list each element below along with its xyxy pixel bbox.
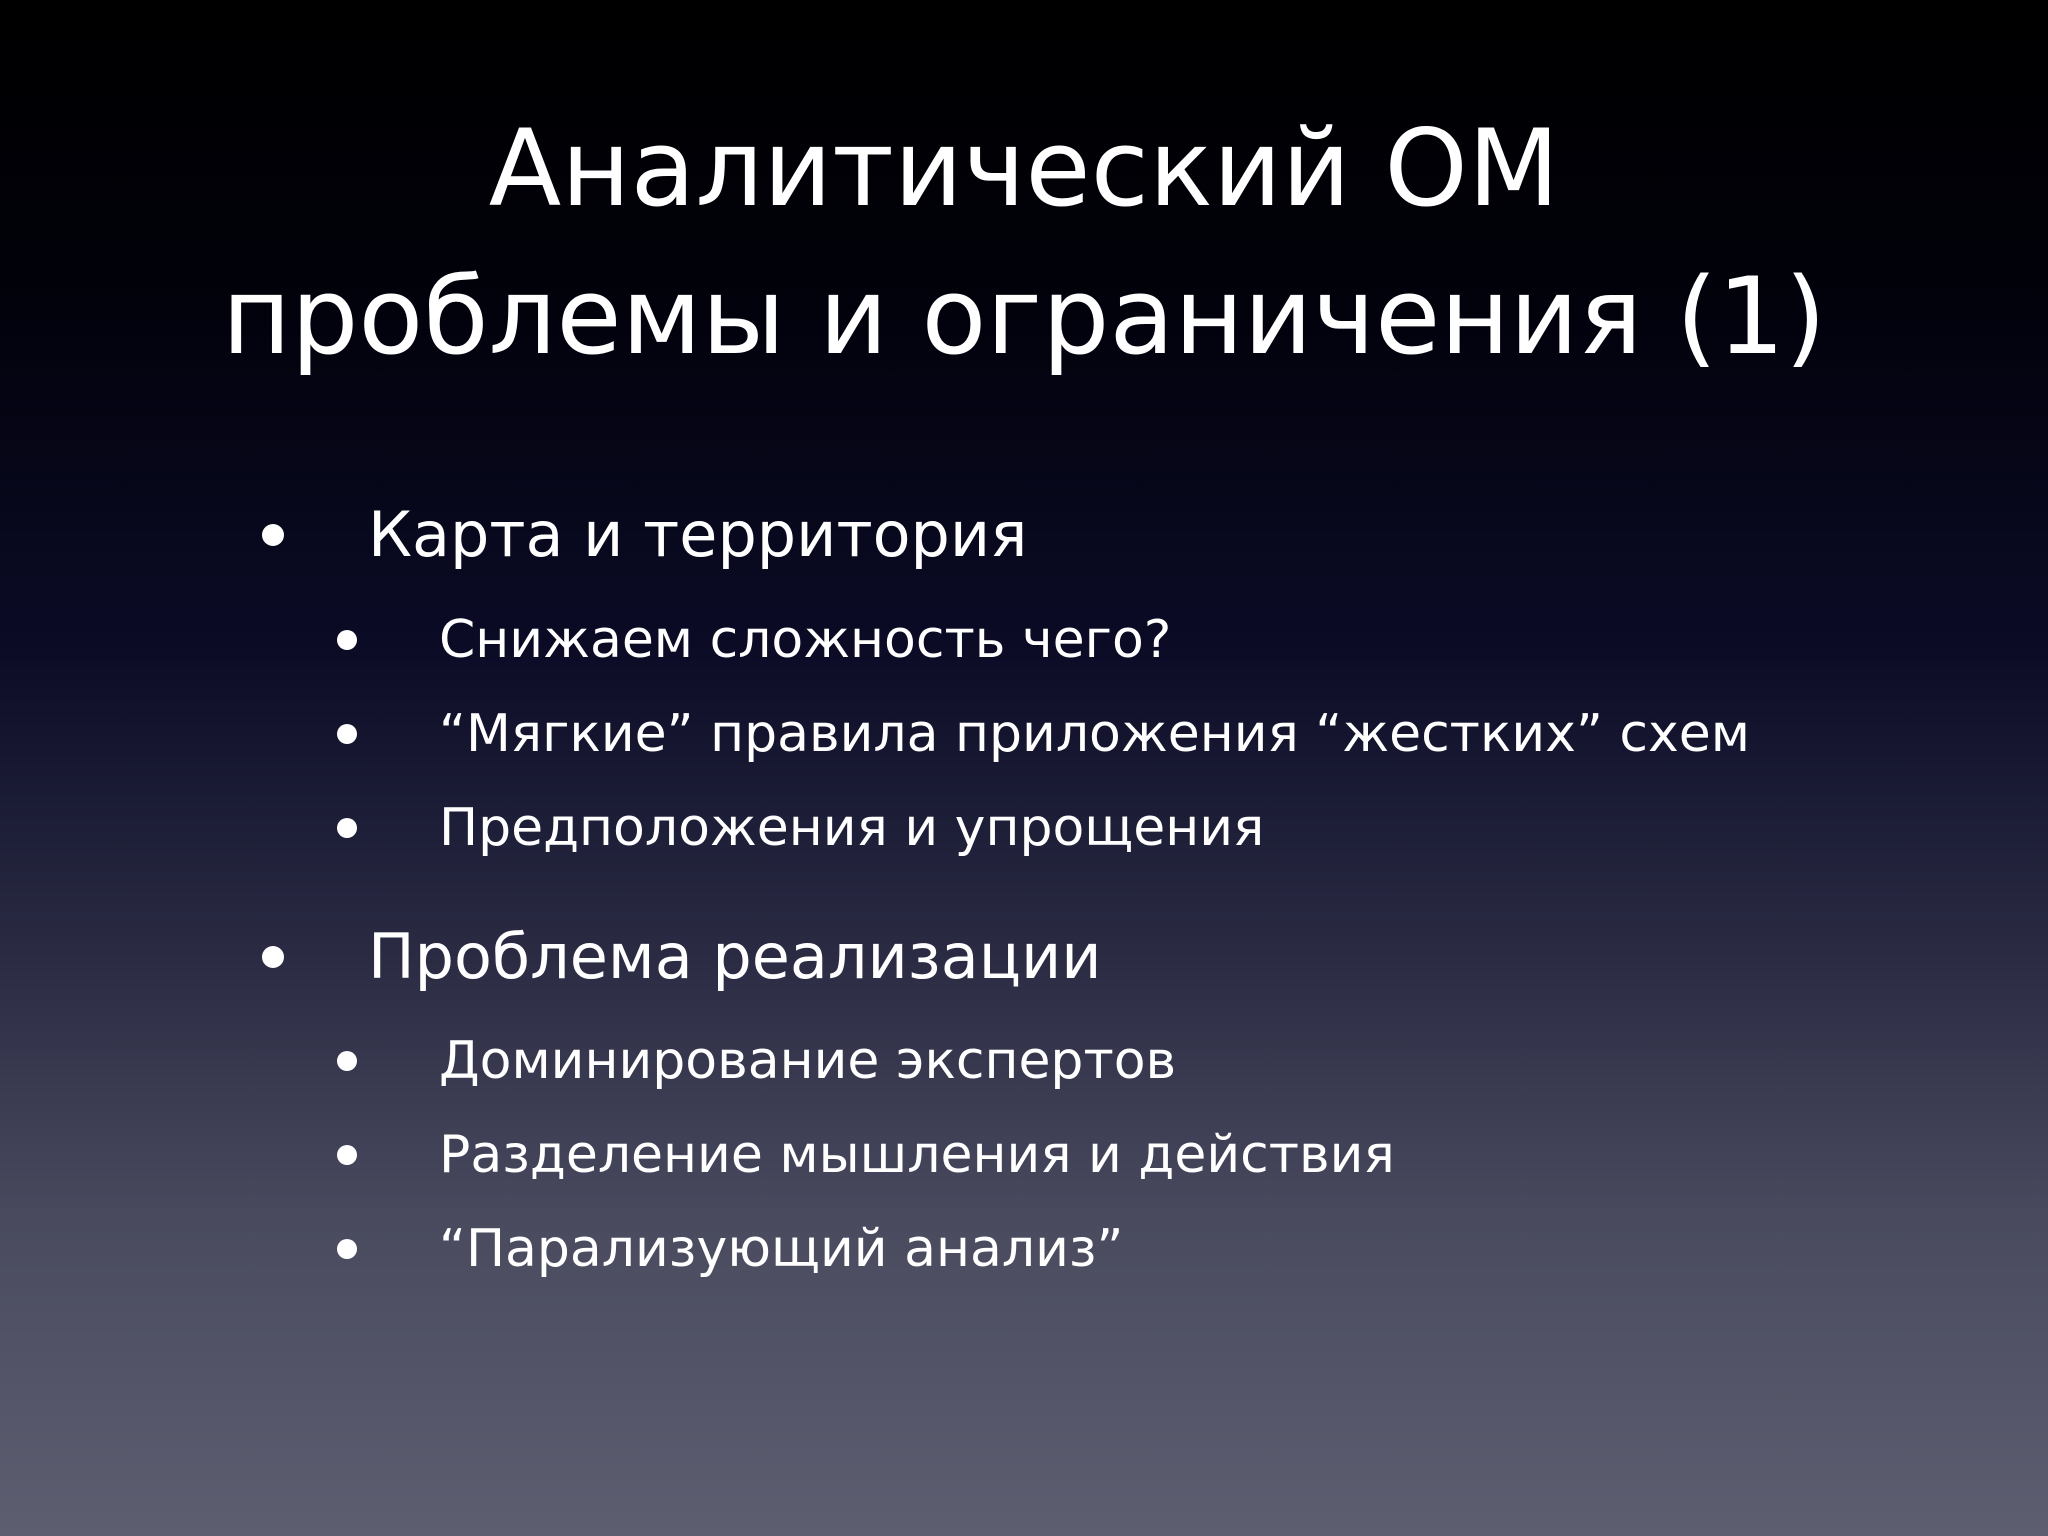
sub-bullet-item <box>337 1027 1176 1095</box>
bullet-dot-icon <box>262 524 284 546</box>
bullet-dot-icon <box>337 1051 357 1071</box>
bullet-dot-icon <box>337 818 357 838</box>
sub-bullet-text: “Парализующий анализ” <box>439 1219 1124 1279</box>
bullet-text: Карта и территория <box>368 498 1028 571</box>
sub-bullet-item <box>337 700 1750 768</box>
bullet-dot-icon <box>337 630 357 650</box>
bullet-dot-icon <box>262 946 284 968</box>
sub-bullet-text: Снижаем сложность чего? <box>439 610 1172 670</box>
sub-bullet-text: Разделение мышления и действия <box>439 1125 1395 1185</box>
sub-bullet-item <box>337 794 1264 862</box>
bullet-text: Проблема реализации <box>368 920 1102 993</box>
bullet-dot-icon <box>337 1239 357 1259</box>
sub-bullet-item <box>337 1121 1395 1189</box>
sub-bullet-text: Доминирование экспертов <box>439 1031 1177 1091</box>
slide-title-line-2: проблемы и ограничения (1) <box>221 255 1827 378</box>
bullet-item-implementation-problem <box>262 917 1102 997</box>
bullet-dot-icon <box>337 724 357 744</box>
slide-title-line-1: Аналитический ОМ <box>488 107 1560 230</box>
sub-bullet-text: Предположения и упрощения <box>439 798 1265 858</box>
sub-bullet-item <box>337 606 1171 674</box>
bullet-dot-icon <box>337 1145 357 1165</box>
bullet-item-map-and-territory <box>262 495 1027 575</box>
sub-bullet-item <box>337 1215 1123 1283</box>
sub-bullet-text: “Мягкие” правила приложения “жестких” схем <box>439 704 1750 764</box>
